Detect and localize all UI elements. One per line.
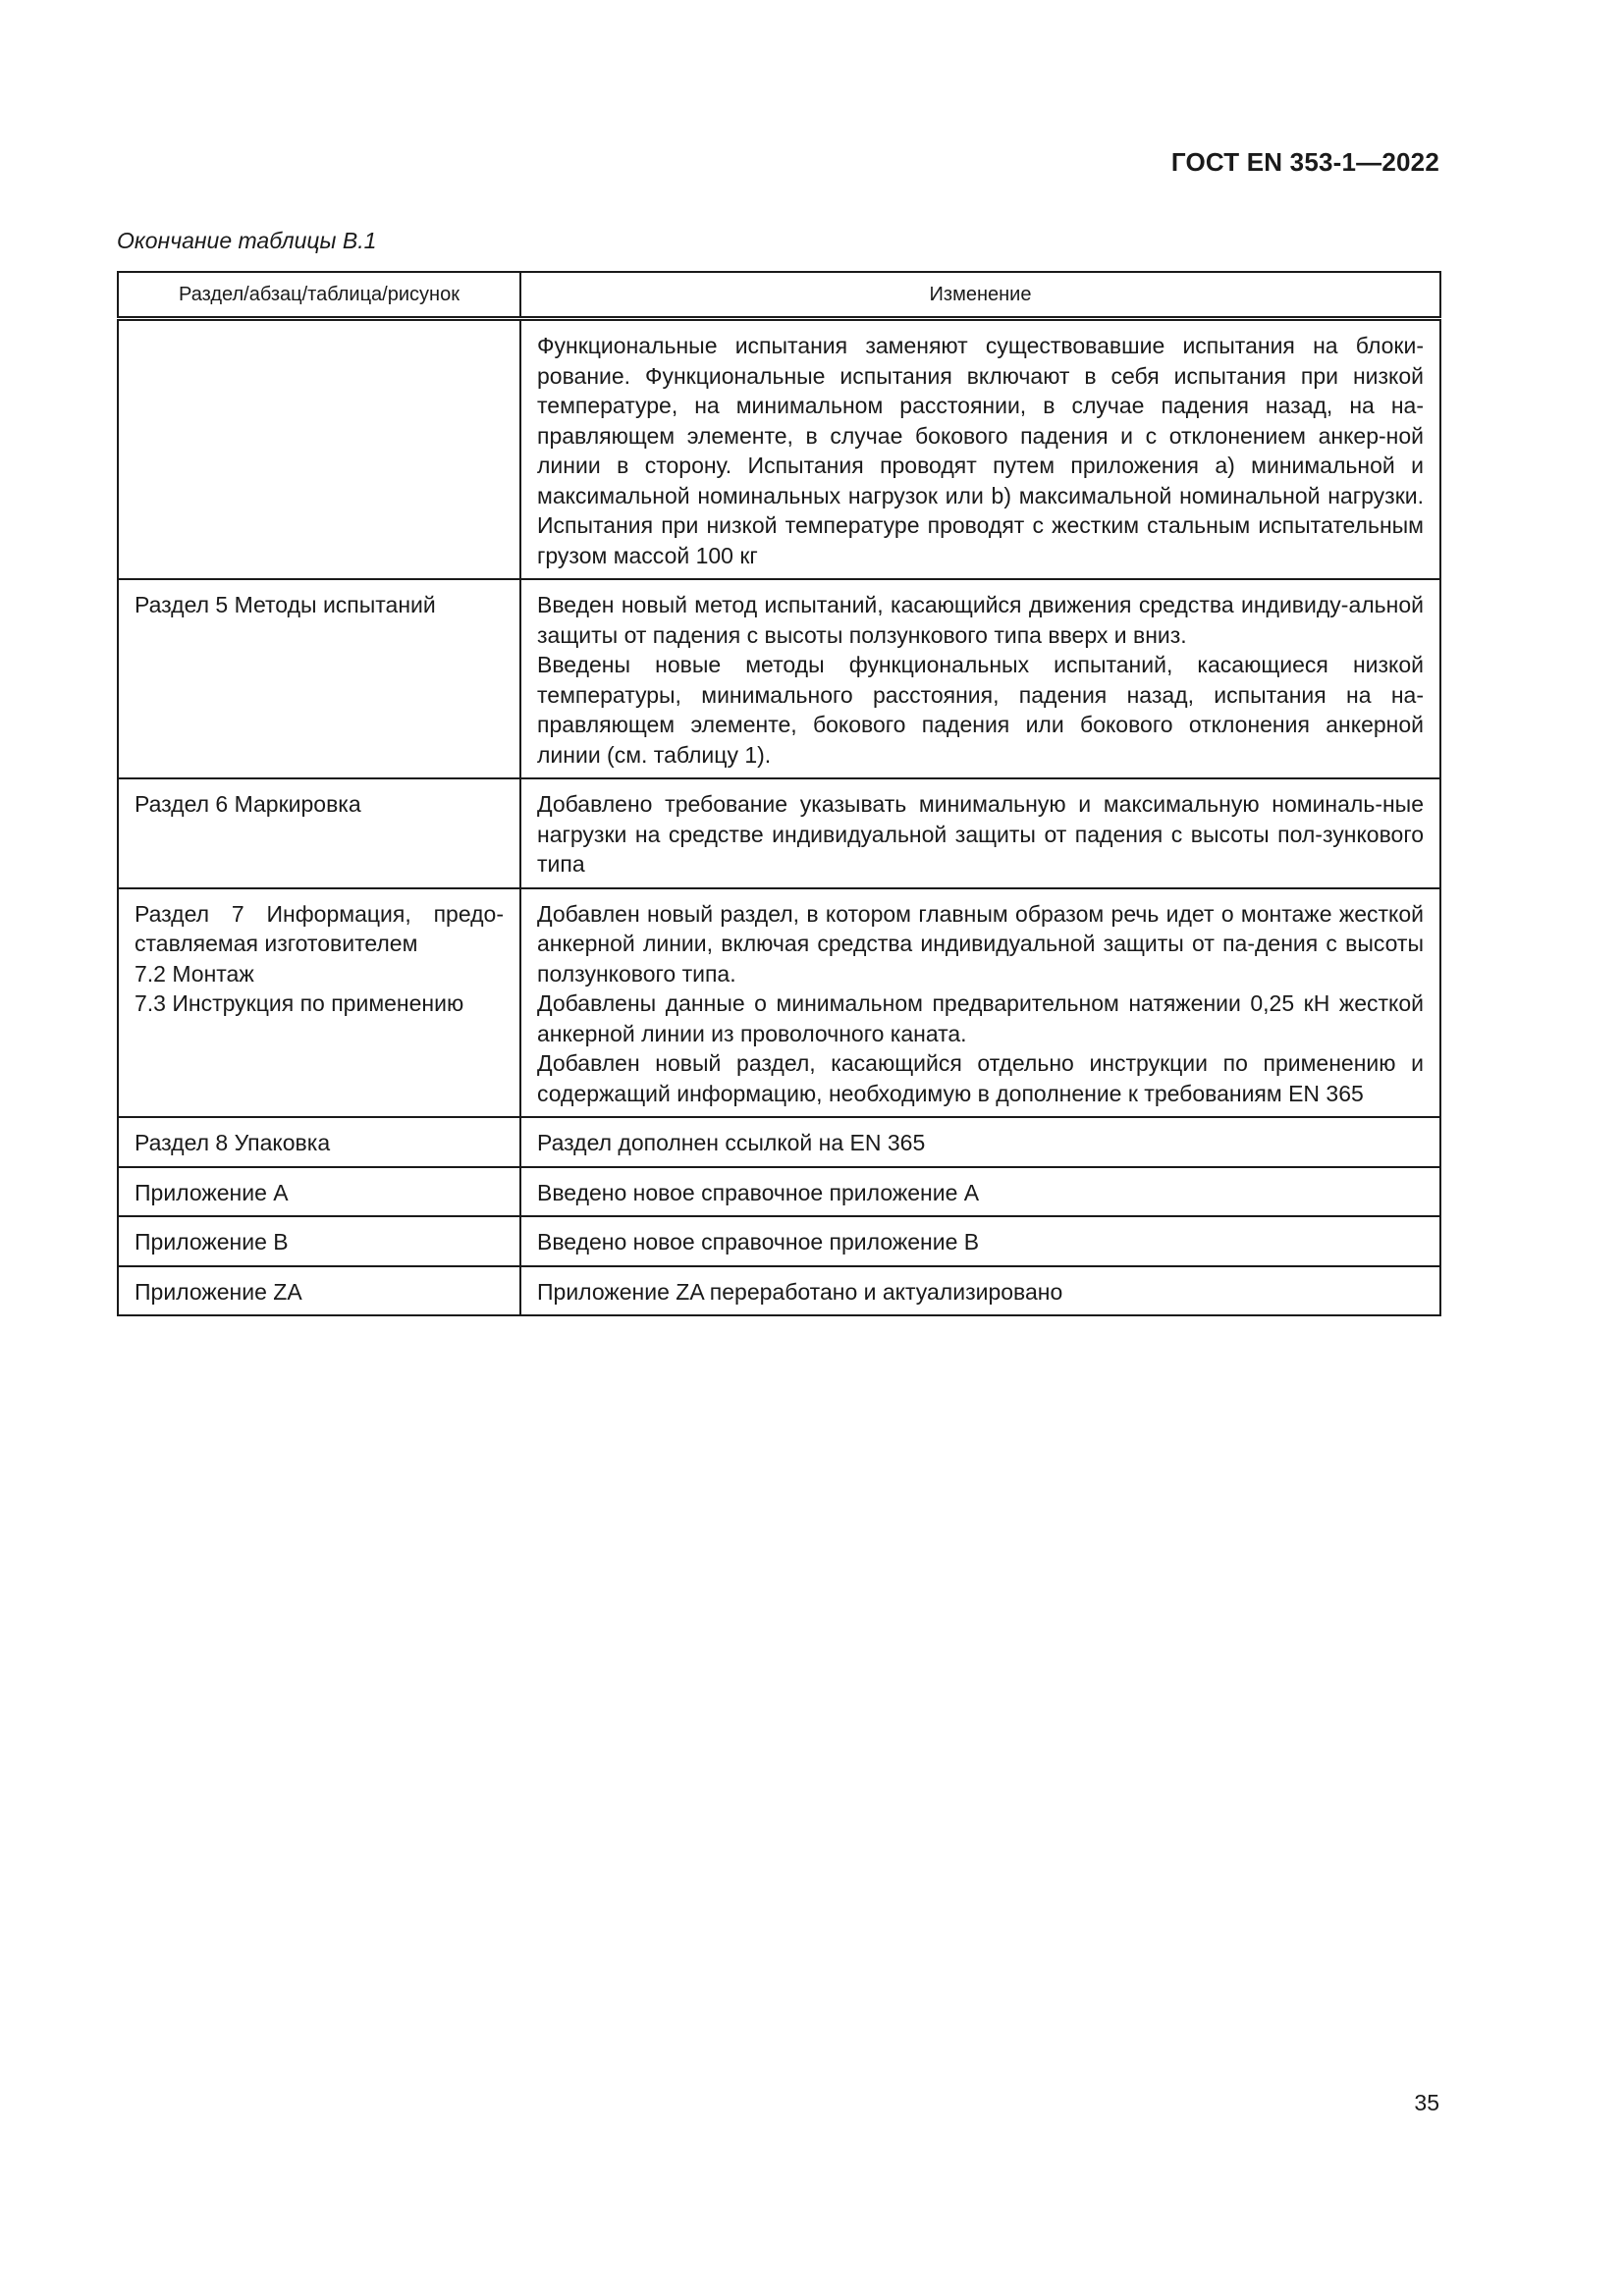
change-text: Функциональные испытания заменяют существовавшие испытания на блоки-рование. Функциональные испытания включают в себя испытания при низкой температуре, на минимальном расстоянии, в случае падения назад, на на-правляющем элементе, в случае бокового падения и с отклонением анкер-ной линии в сторону. Испытания проводят путем приложения a) минимальной и максимальной номинальных нагрузок или b) максимальной номинальной нагрузки. Испытания при низкой температуре проводят с жестким стальным испытательным грузом массой 100 кг <box>537 333 1424 568</box>
change-cell <box>520 1117 1440 1167</box>
section-text: Раздел 6 Маркировка <box>135 791 361 817</box>
table-row <box>118 1117 1440 1167</box>
change-cell <box>520 579 1440 778</box>
change-cell <box>520 1167 1440 1217</box>
section-text: 7.3 Инструкция по применению <box>135 990 464 1016</box>
table-caption: Окончание таблицы В.1 <box>117 228 377 253</box>
changes-table <box>117 271 1441 1316</box>
change-cell <box>520 1216 1440 1266</box>
change-cell <box>520 888 1440 1118</box>
table-row <box>118 778 1440 888</box>
change-text: Добавлен новый раздел, в котором главным образом речь идет о монтаже жесткой анкерной линии, включая средства индивидуальной защиты от па-дения с высоты ползункового типа. <box>537 900 1424 987</box>
section-text: Приложение ZA <box>135 1278 302 1305</box>
change-cell <box>520 778 1440 888</box>
change-text: Введены новые методы функциональных испытаний, касающиеся низкой температуры, минимального расстояния, падения назад, испытания на на-правляющем элементе, бокового падения или бокового отклонения анкерной линии (см. таблицу 1). <box>537 652 1424 768</box>
change-text: Введено новое справочное приложение В <box>537 1229 980 1255</box>
section-cell <box>118 579 520 778</box>
section-cell <box>118 319 520 580</box>
section-text: Приложение В <box>135 1229 289 1255</box>
section-text: Раздел 8 Упаковка <box>135 1130 331 1155</box>
change-text: Добавлен новый раздел, касающийся отдельно инструкции по применению и содержащий информацию, необходимую в дополнение к требованиям EN 365 <box>537 1050 1424 1106</box>
section-text: Приложение А <box>135 1179 289 1205</box>
change-text: Раздел дополнен ссылкой на EN 365 <box>537 1130 926 1155</box>
section-cell <box>118 1167 520 1217</box>
table-row <box>118 888 1440 1118</box>
table-row <box>118 579 1440 778</box>
document-code: ГОСТ EN 353-1—2022 <box>1170 147 1439 177</box>
table-row <box>118 1266 1440 1316</box>
change-cell <box>520 1266 1440 1316</box>
table-row <box>118 1167 1440 1217</box>
change-text: Введено новое справочное приложение А <box>537 1179 980 1205</box>
page-number: 35 <box>1414 2090 1439 2115</box>
section-cell <box>118 778 520 888</box>
table-row <box>118 319 1440 580</box>
section-text: Раздел 7 Информация, предо-ставляемая изготовителем <box>135 900 504 956</box>
change-text: Добавлены данные о минимальном предварительном натяжении 0,25 кН жесткой анкерной линии из проволочного каната. <box>537 990 1424 1046</box>
section-cell <box>118 888 520 1118</box>
section-cell <box>118 1216 520 1266</box>
section-text: Раздел 5 Методы испытаний <box>135 592 436 617</box>
table-header-row <box>118 272 1440 319</box>
section-cell <box>118 1266 520 1316</box>
change-text: Добавлено требование указывать минимальную и максимальную номиналь-ные нагрузки на средстве индивидуальной защиты от падения с высоты пол-зункового типа <box>537 791 1424 877</box>
section-text: 7.2 Монтаж <box>135 960 254 987</box>
change-cell <box>520 319 1440 580</box>
change-text: Приложение ZA переработано и актуализировано <box>537 1278 1063 1305</box>
column-header-section: Раздел/абзац/таблица/рисунок <box>118 272 520 319</box>
section-cell <box>118 1117 520 1167</box>
column-header-change: Изменение <box>520 272 1440 319</box>
table-row <box>118 1216 1440 1266</box>
change-text: Введен новый метод испытаний, касающийся движения средства индивиду-альной защиты от падения с высоты ползункового типа вверх и вниз. <box>537 592 1424 648</box>
